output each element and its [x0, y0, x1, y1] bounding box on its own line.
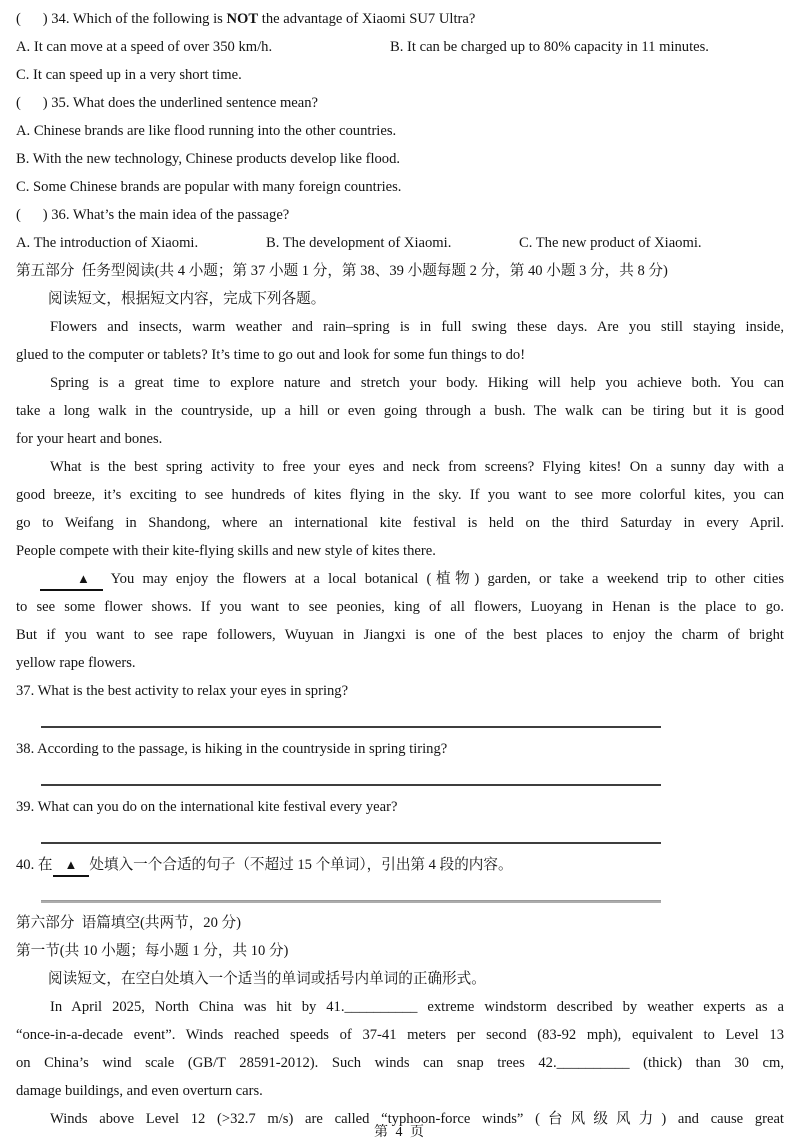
triangle-icon: ▲: [77, 571, 90, 586]
section-divider-line: [41, 900, 661, 901]
question-36: ( ) 36. What’s the main idea of the passage?: [16, 207, 290, 223]
answer-line-37: [41, 726, 661, 728]
question-40-post: 处填入一个合适的句子（不超过 15 个单词），引出第 4 段的内容。: [89, 857, 513, 873]
section-divider-row: [16, 879, 784, 909]
passage-para3-line4: People compete with their kite-flying skills and new style of kites there.: [16, 543, 436, 559]
triangle-icon-q40: ▲: [64, 857, 78, 872]
blank-triangle: [40, 569, 103, 591]
answer-line-38: [41, 784, 661, 786]
option-35-b: B. With the new technology, Chinese products develop like flood.: [16, 151, 401, 167]
question-40: [16, 851, 784, 879]
question-34-bold-not: NOT: [226, 11, 259, 27]
question-34: [16, 5, 784, 33]
question-34-pre: ( ) 34. Which of the following is: [16, 11, 227, 27]
cloze-para1-line2: “once-in-a-decade event”. Winds reached speeds of 37-41 meters per second (83-92 mph), equivalent to Level 13: [16, 1027, 784, 1043]
passage-para3-line3: go to Weifang in Shandong, where an international kite festival is held on the third Saturday in every April.: [16, 515, 784, 531]
question-35: ( ) 35. What does the underlined sentence mean?: [16, 95, 319, 111]
answer-line-39: [41, 842, 661, 844]
option-36-c: C. The new product of Xiaomi.: [519, 235, 702, 251]
passage-para2-line2: take a long walk in the countryside, up a hill or even going through a bush. The walk can be tiring but it is good: [16, 403, 784, 419]
passage-para4-line1: [16, 565, 784, 593]
passage-para4-line2: to see some flower shows. If you want to see peonies, king of all flowers, Luoyang in Henan is the place to go.: [16, 599, 784, 615]
answer-line-39-row: [16, 821, 784, 851]
question-37: 37. What is the best activity to relax your eyes in spring?: [16, 683, 349, 699]
question-38: 38. According to the passage, is hiking in the countryside in spring tiring?: [16, 741, 448, 757]
passage-para3-line1: What is the best spring activity to free your eyes and neck from screens? Flying kites! On a sunny day with a: [50, 459, 784, 475]
passage-para4-line4: yellow rape flowers.: [16, 655, 136, 671]
option-35-c: C. Some Chinese brands are popular with many foreign countries.: [16, 179, 402, 195]
cloze-para2-line1: Winds above Level 12 (>32.7 m/s) are called “typhoon-force winds” (台风级风力) and cause great: [50, 1111, 784, 1127]
cloze-para1-line4: damage buildings, and even overturn cars.: [16, 1083, 263, 1099]
option-36-a: A. The introduction of Xiaomi.: [16, 235, 199, 251]
cloze-para1-line1: In April 2025, North China was hit by 41.__________ extreme windstorm described by weather experts as a: [50, 999, 784, 1015]
part5-header: 第五部分 任务型阅读(共 4 小题；第 37 小题 1 分，第 38、39 小题每题 2 分，第 40 小题 3 分，共 8 分): [16, 263, 668, 279]
answer-line-38-row: [16, 763, 784, 793]
part6-section1: 第一节(共 10 小题；每小题 1 分，共 10 分): [16, 943, 289, 959]
option-34-a: A. It can move at a speed of over 350 km/h.: [16, 39, 273, 55]
question-39: 39. What can you do on the international kite festival every year?: [16, 799, 398, 815]
question-34-post: the advantage of Xiaomi SU7 Ultra?: [258, 11, 476, 27]
option-35-a: A. Chinese brands are like flood running into the other countries.: [16, 123, 397, 139]
option-34-c: C. It can speed up in a very short time.: [16, 67, 242, 83]
passage-para2-line3: for your heart and bones.: [16, 431, 163, 447]
passage-para4-line1-text: You may enjoy the flowers at a local botanical (植物) garden, or take a weekend trip to other cities: [102, 571, 784, 587]
passage-para1-line2: glued to the computer or tablets? It’s time to go out and look for some fun things to do!: [16, 347, 526, 363]
question-36-options-abc: [16, 229, 784, 257]
question-34-options-ab: [16, 33, 784, 61]
answer-line-37-row: [16, 705, 784, 735]
blank-triangle-q40: [53, 855, 90, 877]
page-number: 第 4 页: [374, 1125, 426, 1140]
part6-header: 第六部分 语篇填空(共两节，20 分): [16, 915, 241, 931]
cloze-para1-line3: on China’s wind scale (GB/T 28591-2012). Such winds can snap trees 42.__________ (thick) than 30 cm,: [16, 1055, 784, 1071]
passage-para4-line3: But if you want to see rape followers, Wuyuan in Jiangxi is one of the best places to enjoy the charm of bright: [16, 627, 784, 643]
passage-para2-line1: Spring is a great time to explore nature and stretch your body. Hiking will help you achieve both. You can: [50, 375, 784, 391]
passage-para3-line2: good breeze, it’s exciting to see hundreds of kites flying in the sky. If you want to see more colorful kites, you can: [16, 487, 784, 503]
part6-instruction: 阅读短文，在空白处填入一个适当的单词或括号内单词的正确形式。: [48, 971, 486, 987]
part5-instruction: 阅读短文，根据短文内容，完成下列各题。: [48, 291, 326, 307]
option-36-b: B. The development of Xiaomi.: [266, 235, 452, 251]
passage-para1-line1: Flowers and insects, warm weather and rain–spring is in full swing these days. Are you still staying inside,: [50, 319, 784, 335]
option-34-b: B. It can be charged up to 80% capacity in 11 minutes.: [390, 39, 709, 55]
question-40-pre: 40. 在: [16, 857, 53, 873]
